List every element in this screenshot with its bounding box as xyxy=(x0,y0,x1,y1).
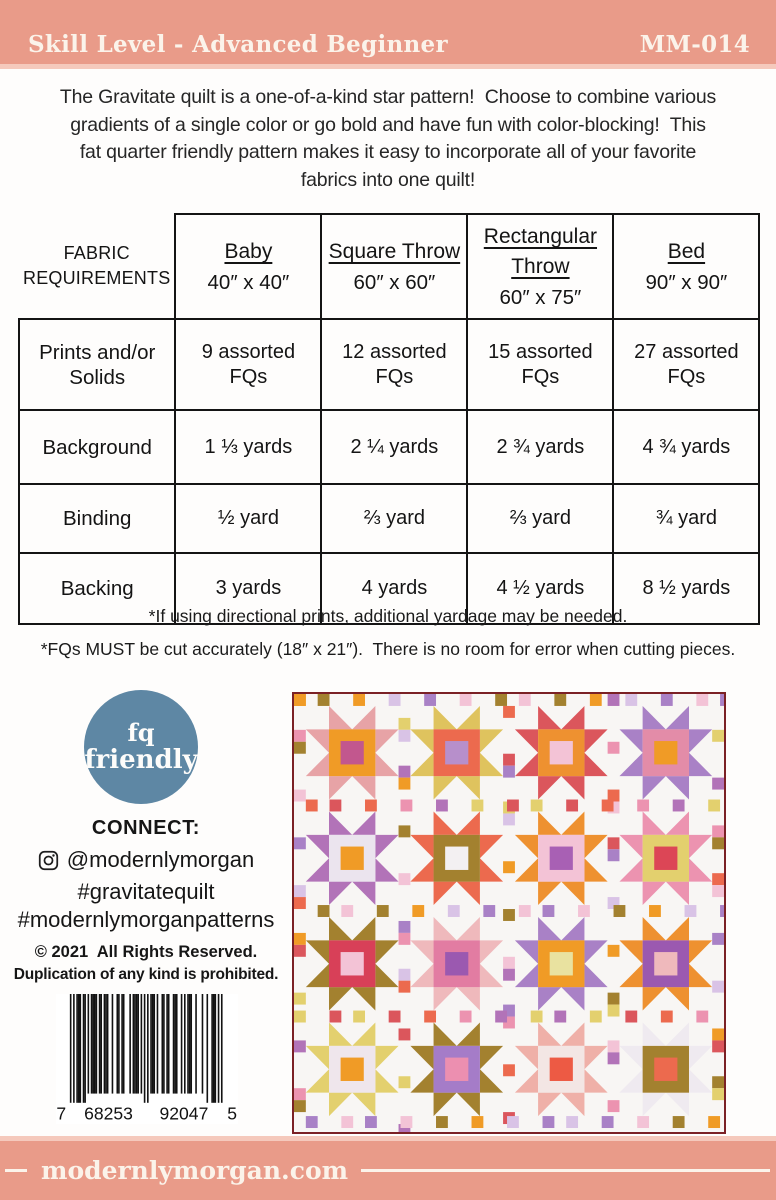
column-header-rectangular-throw xyxy=(467,214,613,319)
svg-text:68253: 68253 xyxy=(84,1103,133,1124)
svg-text:5: 5 xyxy=(227,1103,237,1124)
column-header-bed xyxy=(613,214,759,319)
svg-text:7: 7 xyxy=(56,1103,67,1124)
pattern-code: MM-014 xyxy=(639,31,750,58)
column-dims: 60″ x 75″ xyxy=(499,286,582,309)
instagram-handle: @modernlymorgan xyxy=(66,847,255,872)
instagram-line xyxy=(0,847,292,873)
row-label-prints: Prints and/or Solids xyxy=(19,319,175,410)
column-name: Bed xyxy=(667,240,706,263)
copyright-line: © 2021 All Rights Reserved. xyxy=(34,943,258,961)
table-cell: 4 ½ yards xyxy=(467,553,613,624)
svg-text:92047: 92047 xyxy=(159,1103,209,1124)
duplication-line: Duplication of any kind is prohibited. xyxy=(13,966,279,983)
connect-title: CONNECT: xyxy=(91,817,201,839)
table-cell: ¾ yard xyxy=(613,484,759,553)
intro-line: gradients of a single color or go bold and have fun with color-blocking! This xyxy=(70,113,706,136)
directional-prints-note: *If using directional prints, additional yardage may be needed. xyxy=(148,606,628,626)
header-bar xyxy=(0,0,776,69)
column-name: Rectangular Throw xyxy=(483,225,598,278)
badge-line2: friendly xyxy=(84,744,198,775)
badge-line1: fq xyxy=(127,717,155,747)
fabric-requirements-table xyxy=(18,213,760,625)
table-cell: 2 ¾ yards xyxy=(467,410,613,484)
hashtag-gravitatequilt: #gravitatequilt xyxy=(77,879,215,904)
column-dims: 60″ x 60″ xyxy=(353,271,436,294)
quilt-photo xyxy=(292,692,726,1134)
row-label-backing: Backing xyxy=(19,553,175,624)
table-row xyxy=(19,410,759,484)
connect-section xyxy=(0,817,292,934)
table-cell: ⅔ yard xyxy=(321,484,467,553)
fq-friendly-badge xyxy=(84,690,198,804)
table-cell: ⅔ yard xyxy=(467,484,613,553)
column-dims: 40″ x 40″ xyxy=(207,271,290,294)
column-name: Square Throw xyxy=(328,240,461,263)
footer-bar xyxy=(0,1136,776,1200)
footer-left-rule xyxy=(5,1169,27,1172)
column-name: Baby xyxy=(224,240,273,263)
footer-right-rule xyxy=(361,1169,770,1172)
table-cell: 1 ⅓ yards xyxy=(175,410,321,484)
table-cell: 4 yards xyxy=(321,553,467,624)
column-header-baby xyxy=(175,214,321,319)
row-label-binding: Binding xyxy=(19,484,175,553)
table-cell: ½ yard xyxy=(175,484,321,553)
table-cell: 3 yards xyxy=(175,553,321,624)
intro-line: fat quarter friendly pattern makes it easy to incorporate all of your favorite xyxy=(79,141,697,163)
instagram-icon xyxy=(38,850,59,871)
row-label-background: Background xyxy=(19,410,175,484)
intro-paragraph xyxy=(0,84,776,194)
table-row xyxy=(19,484,759,553)
intro-line: The Gravitate quilt is a one-of-a-kind star pattern! Choose to combine various xyxy=(59,86,717,108)
skill-level-label: Skill Level - Advanced Beginner xyxy=(28,31,448,58)
column-header-square-throw xyxy=(321,214,467,319)
table-row xyxy=(19,319,759,410)
table-cell: 9 assorted FQs xyxy=(175,319,321,410)
hashtag-modernlymorganpatterns: #modernlymorganpatterns xyxy=(17,907,275,932)
column-dims: 90″ x 90″ xyxy=(645,271,728,294)
website-url: modernlymorgan.com xyxy=(41,1156,349,1185)
table-cell: 15 assorted FQs xyxy=(467,319,613,410)
copyright-section xyxy=(0,941,292,985)
table-corner-label: FABRIC REQUIREMENTS xyxy=(19,214,175,319)
table-cell: 12 assorted FQs xyxy=(321,319,467,410)
table-cell: 27 assorted FQs xyxy=(613,319,759,410)
table-cell: 4 ¾ yards xyxy=(613,410,759,484)
barcode xyxy=(56,994,238,1124)
fq-cutting-note: *FQs MUST be cut accurately (18″ x 21″). There is no room for error when cutting pieces. xyxy=(40,639,736,659)
table-cell: 8 ½ yards xyxy=(613,553,759,624)
table-cell: 2 ¼ yards xyxy=(321,410,467,484)
intro-line: fabrics into one quilt! xyxy=(300,168,476,191)
